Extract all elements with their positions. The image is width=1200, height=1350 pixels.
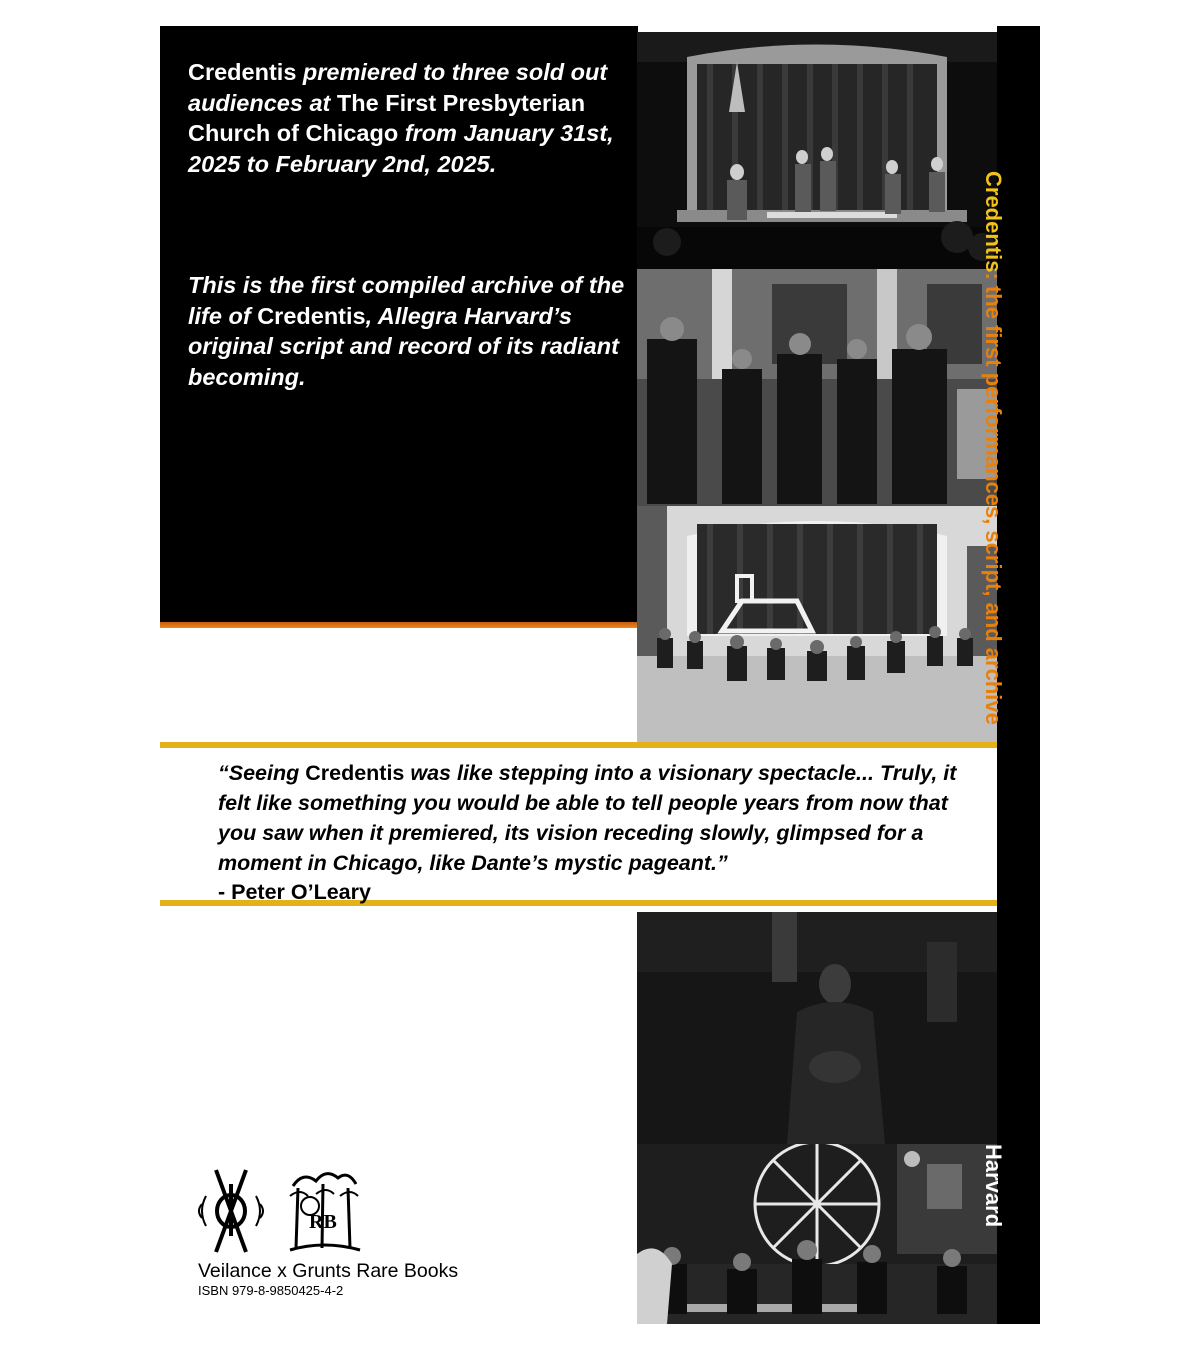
spine: [981, 26, 1040, 1324]
orange-divider: [160, 622, 638, 628]
publisher-name: Veilance x Grunts Rare Books: [198, 1260, 459, 1282]
isbn: ISBN 979-8-9850425-4-2: [198, 1283, 344, 1298]
spine-title-main: Credentis: [981, 171, 1006, 273]
photo-rehearsal-circle: [637, 506, 997, 742]
veilance-logo-icon: [199, 1170, 263, 1252]
blurb-panel: [160, 26, 638, 622]
grunts-rare-books-logo-icon: [290, 1174, 360, 1250]
back-cover: [160, 26, 1040, 1324]
photo-strip: [637, 32, 997, 1324]
text-run: Credentis: [257, 302, 366, 329]
publisher-logos: [198, 1166, 368, 1256]
photo-stage-performance: [637, 32, 997, 269]
blurb-premiere: [188, 57, 633, 179]
text-run: This is the first compiled archive of the life of: [188, 272, 625, 329]
spine-title: [980, 171, 1006, 725]
text-run: The First Presbyterian Church of Chicago: [188, 89, 586, 146]
text-run: Credentis: [188, 59, 303, 85]
text-run: “Seeing: [218, 761, 306, 785]
text-run: premiered to three sold out audiences at: [188, 59, 608, 116]
photo-rehearsal-wheel: [637, 1144, 997, 1324]
text-run: Credentis: [305, 761, 405, 785]
text-run: from January 31st, 2025 to February 2nd, 2025.: [188, 120, 614, 177]
spine-title-sub: : the first performances, script, and archive: [981, 272, 1006, 725]
photo-performers-hall: [637, 269, 997, 506]
spine-author: Harvard: [981, 1144, 1006, 1228]
blurb-archive: [188, 270, 628, 392]
testimonial-quote: [218, 758, 958, 878]
quote-attribution: - Peter O’Leary: [218, 880, 371, 904]
quote-band: [160, 742, 997, 906]
text-run: was like stepping into a visionary spectacle... Truly, it felt like something you would be able to tell people years from now that you saw when it premiered, its vision receding slowly, glimpsed for a moment in Chicago, like Dante’s mystic pageant.”: [218, 761, 957, 875]
text-run: , Allegra Harvard’s original script and record of its radiant becoming.: [188, 302, 619, 390]
svg-text:RB: RB: [309, 1211, 337, 1233]
photo-dim-figure: [637, 912, 997, 1144]
